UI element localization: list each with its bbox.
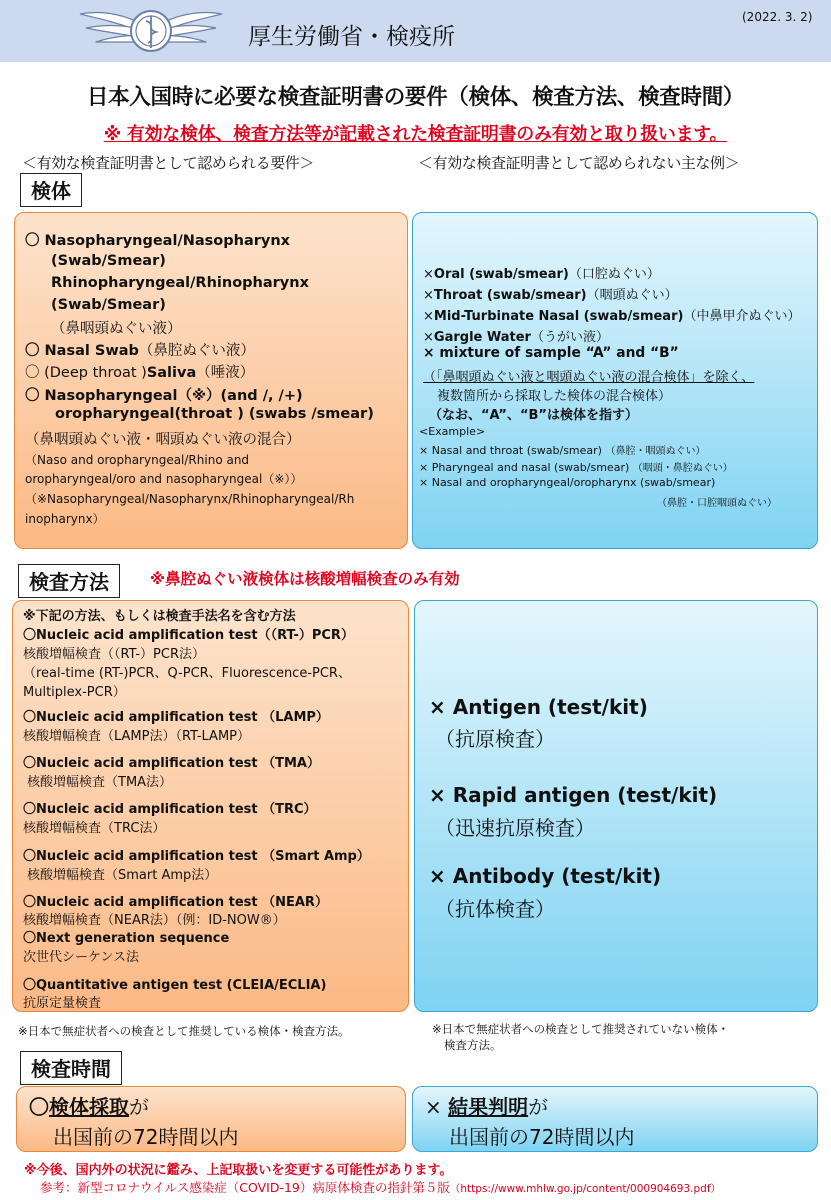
invalid-method-footnote: ※日本で無症状者への検査として推奨されていない検体・ <box>432 1022 730 1036</box>
invalid-method-item: × Antigen (test/kit) <box>429 695 648 719</box>
specimen-item: （Naso and oropharyngeal/Rhino and <box>25 453 250 467</box>
method-item: 核酸増幅検査（TMA法） <box>27 775 173 790</box>
method-item: ※下記の方法、もしくは検査手法名を含む方法 <box>23 609 296 624</box>
valid-specimen-box <box>14 212 408 549</box>
invalid-method-item: （抗原検査） <box>435 727 555 751</box>
specimen-item: 〇 Nasal Swab（鼻腔ぬぐい液） <box>25 343 255 359</box>
specimen-item: inopharynx） <box>25 512 105 526</box>
specimen-section-label: 検体 <box>20 173 82 207</box>
specimen-item: (Swab/Smear) <box>51 297 166 313</box>
organization-name: 厚生労働省・検疫所 <box>248 24 455 50</box>
method-item: （real-time (RT-)PCR、Q-PCR、Fluorescence-PCR、 <box>23 666 351 681</box>
specimen-item: （※Nasopharyngeal/Nasopharynx/Rhinopharyngeal/Rh <box>25 492 355 506</box>
specimen-item: oropharyngeal/oro and nasopharyngeal（※）） <box>25 472 303 486</box>
example-label: <Example> <box>419 425 486 438</box>
invalid-timing-box <box>412 1086 818 1152</box>
invalid-specimen-item: ×Throat (swab/smear)（咽頭ぬぐい） <box>423 288 678 303</box>
method-item: 核酸増幅検査（NEAR法）（例：ID-NOW®） <box>23 913 286 928</box>
method-item: 核酸増幅検査（TRC法） <box>23 821 166 836</box>
valid-method-box <box>12 600 409 1012</box>
method-item: 核酸増幅検査（Smart Amp法） <box>27 868 218 883</box>
example-item: （鼻腔・口腔咽頭ぬぐい） <box>657 498 777 509</box>
method-item: 〇Next generation sequence <box>23 931 230 946</box>
quarantine-emblem-icon <box>76 4 226 58</box>
issue-date: (2022. 3. 2) <box>742 10 813 24</box>
valid-timing-line: 〇検体採取が <box>29 1095 149 1119</box>
valid-method-footnote: ※日本で無症状者への検査として推奨している検体・検査方法。 <box>18 1024 350 1038</box>
method-item: 〇Nucleic acid amplification test （Smart Amp） <box>23 849 370 864</box>
change-notice: ※今後、国内外の状況に鑑み、上記取扱いを変更する可能性があります。 <box>24 1163 453 1178</box>
reference-url: （https://www.mhlw.go.jp/content/000904693.pdf） <box>449 1183 722 1195</box>
valid-column-heading: ＜有効な検査証明書として認められる要件＞ <box>22 154 315 172</box>
method-item: 次世代シーケンス法 <box>23 950 139 965</box>
specimen-item: （鼻咽頭ぬぐい液・咽頭ぬぐい液の混合） <box>25 432 301 448</box>
invalid-method-box <box>414 600 818 1012</box>
method-section-label: 検査方法 <box>18 564 120 598</box>
invalid-specimen-box <box>412 212 818 549</box>
method-item: 核酸増幅検査（LAMP法）（RT-LAMP） <box>23 729 251 744</box>
invalid-method-item: （抗体検査） <box>435 897 555 921</box>
method-item: 〇Quantitative antigen test (CLEIA/ECLIA) <box>23 978 327 993</box>
method-item: 〇Nucleic acid amplification test（（RT-）PCR） <box>23 628 354 643</box>
invalid-specimen-item: ×Mid-Turbinate Nasal (swab/smear)（中鼻甲介ぬぐい） <box>423 309 801 324</box>
method-item: 核酸増幅検査（（RT-）PCR法） <box>23 647 205 662</box>
invalid-method-item: × Antibody (test/kit) <box>429 864 662 888</box>
specimen-item: 〇 Nasopharyngeal/Nasopharynx <box>25 233 291 249</box>
specimen-item: （鼻咽頭ぬぐい液） <box>51 321 182 337</box>
method-item: Multiplex-PCR） <box>23 685 126 700</box>
invalid-specimen-note: 複数箇所から採取した検体の混合検体） <box>437 389 672 404</box>
page-title: 日本入国時に必要な検査証明書の要件（検体、検査方法、検査時間） <box>86 85 745 110</box>
method-item: 〇Nucleic acid amplification test （LAMP） <box>23 710 329 725</box>
example-item: × Pharyngeal and nasal (swab/smear) （咽頭・鼻腔ぬぐい） <box>419 461 733 474</box>
invalid-method-item: （迅速抗原検査） <box>435 816 595 840</box>
invalid-column-heading: ＜有効な検査証明書として認められない主な例＞ <box>418 154 740 172</box>
valid-timing-box <box>16 1086 406 1152</box>
example-item: × Nasal and throat (swab/smear) （鼻腔・咽頭ぬぐい） <box>419 444 706 457</box>
method-item: 抗原定量検査 <box>23 996 102 1011</box>
invalid-specimen-note: （なお、“A”、“B”は検体を指す） <box>429 408 638 423</box>
invalid-timing-window: 出国前の72時間以内 <box>449 1125 635 1149</box>
invalid-method-footnote: 検査方法。 <box>444 1038 502 1052</box>
invalid-specimen-item: × mixture of sample “A” and “B” <box>423 345 679 361</box>
valid-timing-window: 出国前の72時間以内 <box>53 1125 239 1149</box>
reference-note: 参考：新型コロナウイルス感染症（COVID-19）病原体検査の指針第５版（https://www.mhlw.go.jp/content/000904693.pdf） <box>40 1180 722 1195</box>
invalid-timing-line: × 結果判明が <box>425 1095 549 1119</box>
specimen-item: 〇 Nasopharyngeal（※）(and /, /+) <box>25 388 303 404</box>
method-item: 〇Nucleic acid amplification test （TRC） <box>23 802 317 817</box>
method-note: ※鼻腔ぬぐい液検体は核酸増幅検査のみ有効 <box>150 570 460 588</box>
method-item: 〇Nucleic acid amplification test （TMA） <box>23 756 320 771</box>
specimen-item: Rhinopharyngeal/Rhinopharynx <box>51 275 309 291</box>
method-item: 〇Nucleic acid amplification test （NEAR） <box>23 895 328 910</box>
timing-section-label: 検査時間 <box>20 1051 122 1085</box>
invalid-specimen-note: （「鼻咽頭ぬぐい液と咽頭ぬぐい液の混合検体」を除く、 <box>423 370 755 385</box>
invalid-method-item: × Rapid antigen (test/kit) <box>429 783 718 807</box>
invalid-specimen-item: ×Oral (swab/smear)（口腔ぬぐい） <box>423 267 660 282</box>
example-item: × Nasal and oropharyngeal/oropharynx (swab/smear) <box>419 476 716 489</box>
validity-notice: ※ 有効な検体、検査方法等が記載された検査証明書のみ有効と取り扱います。 <box>103 124 728 145</box>
specimen-item: (Swab/Smear) <box>51 253 166 269</box>
specimen-item: 〇 (Deep throat )Saliva（唾液） <box>25 365 255 381</box>
specimen-item: oropharyngeal(throat ) (swabs /smear) <box>55 406 374 422</box>
invalid-specimen-item: ×Gargle Water（うがい液） <box>423 330 609 345</box>
